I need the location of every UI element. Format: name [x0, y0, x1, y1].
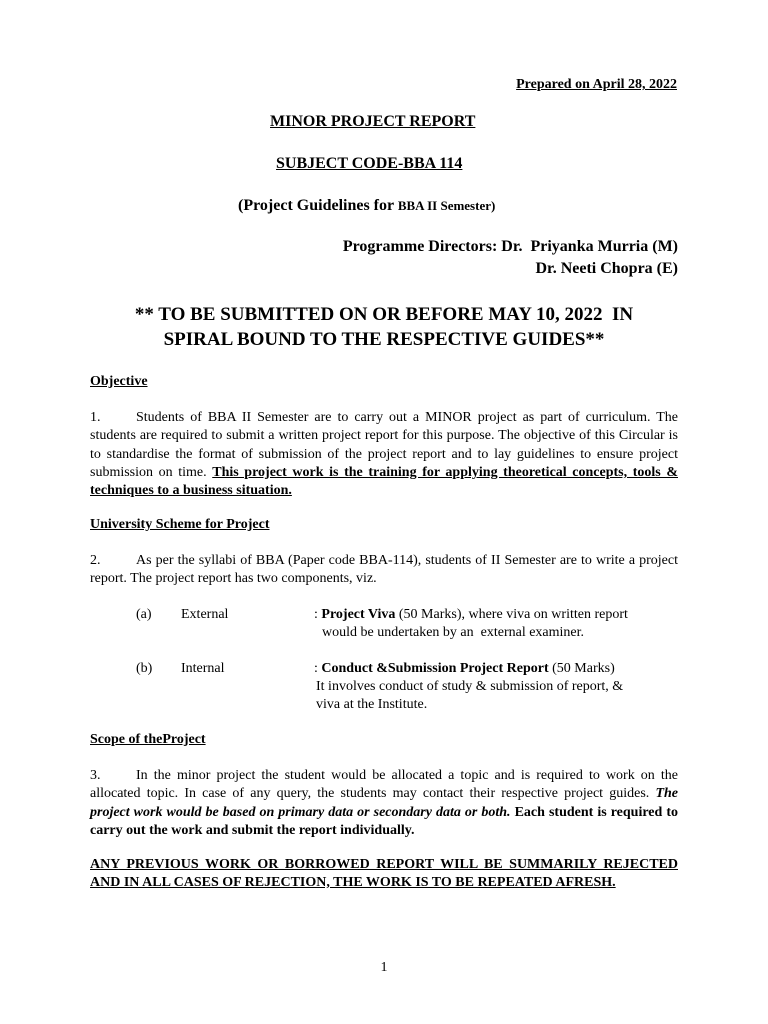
subject-code: SUBJECT CODE-BBA 114 — [276, 155, 463, 172]
objective-heading: Objective — [90, 374, 148, 389]
scope-italic-emphasis: The project work would be based on primary data or secondary data or both. — [90, 786, 678, 820]
scheme-item-b-type: Internal — [181, 661, 225, 676]
scheme-item-b-detail-2: viva at the Institute. — [316, 697, 428, 712]
scheme-item-a-marks: (50 Marks), where viva on written report — [395, 607, 628, 622]
scope-text: In the minor project the student would be allocated a topic and is required to work on the allocated topic. In case of any query, the students may contact their respective project guides. — [90, 768, 678, 802]
scheme-item-a-label: (a) — [136, 607, 152, 622]
guidelines-prefix: (Project Guidelines for — [238, 197, 398, 214]
page-number: 1 — [380, 960, 388, 975]
scheme-number: 2. — [90, 553, 101, 568]
scheme-item-a-colon: : — [314, 607, 322, 622]
objective-text: Students of BBA II Semester are to carry out a MINOR project as part of curriculum. The students are required to submit a written project report for this purpose. The objective of this Circular is to standardise the format of submission of the project report and to lay guidelines to ensure project submission on time. — [90, 410, 678, 480]
scheme-item-b-desc — [314, 661, 615, 677]
scope-number: 3. — [90, 768, 101, 783]
scope-bold-tail: Each student is required to carry out the work and submit the report individually. — [90, 804, 678, 838]
scheme-item-a-title: Project Viva — [321, 607, 396, 622]
scheme-paragraph — [90, 552, 678, 589]
guidelines-semester: BBA II Semester) — [397, 198, 496, 213]
scope-heading: Scope of theProject — [90, 732, 206, 747]
objective-paragraph — [90, 409, 678, 500]
scheme-item-b-label: (b) — [136, 661, 153, 676]
report-title: MINOR PROJECT REPORT — [270, 113, 476, 130]
submission-banner-line-2: SPIRAL BOUND TO THE RESPECTIVE GUIDES** — [163, 329, 605, 350]
scheme-item-b-title: Conduct &Submission Project Report — [321, 661, 549, 676]
submission-banner-line-1: ** TO BE SUBMITTED ON OR BEFORE MAY 10, 2022 IN — [134, 304, 634, 325]
objective-emphasis: This project work is the training for applying theoretical concepts, tools & techniques to a business situation. — [90, 464, 678, 499]
directors-line-1: Programme Directors: Dr. Priyanka Murria (M) — [342, 238, 678, 255]
scheme-item-b-colon: : — [314, 661, 322, 676]
scheme-heading: University Scheme for Project — [90, 517, 270, 532]
scope-paragraph — [90, 767, 678, 840]
scheme-text: As per the syllabi of BBA (Paper code BBA-114), students of II Semester are to write a project report. The project report has two components, viz. — [90, 553, 678, 587]
scheme-item-b-detail-1: It involves conduct of study & submission of report, & — [316, 679, 624, 694]
scheme-item-a-detail: would be undertaken by an external examiner. — [322, 625, 585, 640]
rejection-warning: ANY PREVIOUS WORK OR BORROWED REPORT WILL BE SUMMARILY REJECTED AND IN ALL CASES OF REJECTION, THE WORK IS TO BE REPEATED AFRESH. — [90, 857, 678, 890]
guidelines-line — [238, 197, 495, 215]
scheme-item-a-type: External — [181, 607, 229, 622]
scheme-item-a-desc — [314, 607, 628, 623]
directors-line-2: Dr. Neeti Chopra (E) — [535, 260, 678, 277]
prepared-date: Prepared on April 28, 2022 — [516, 77, 677, 92]
scheme-item-b-marks: (50 Marks) — [548, 661, 615, 676]
objective-number: 1. — [90, 410, 101, 425]
